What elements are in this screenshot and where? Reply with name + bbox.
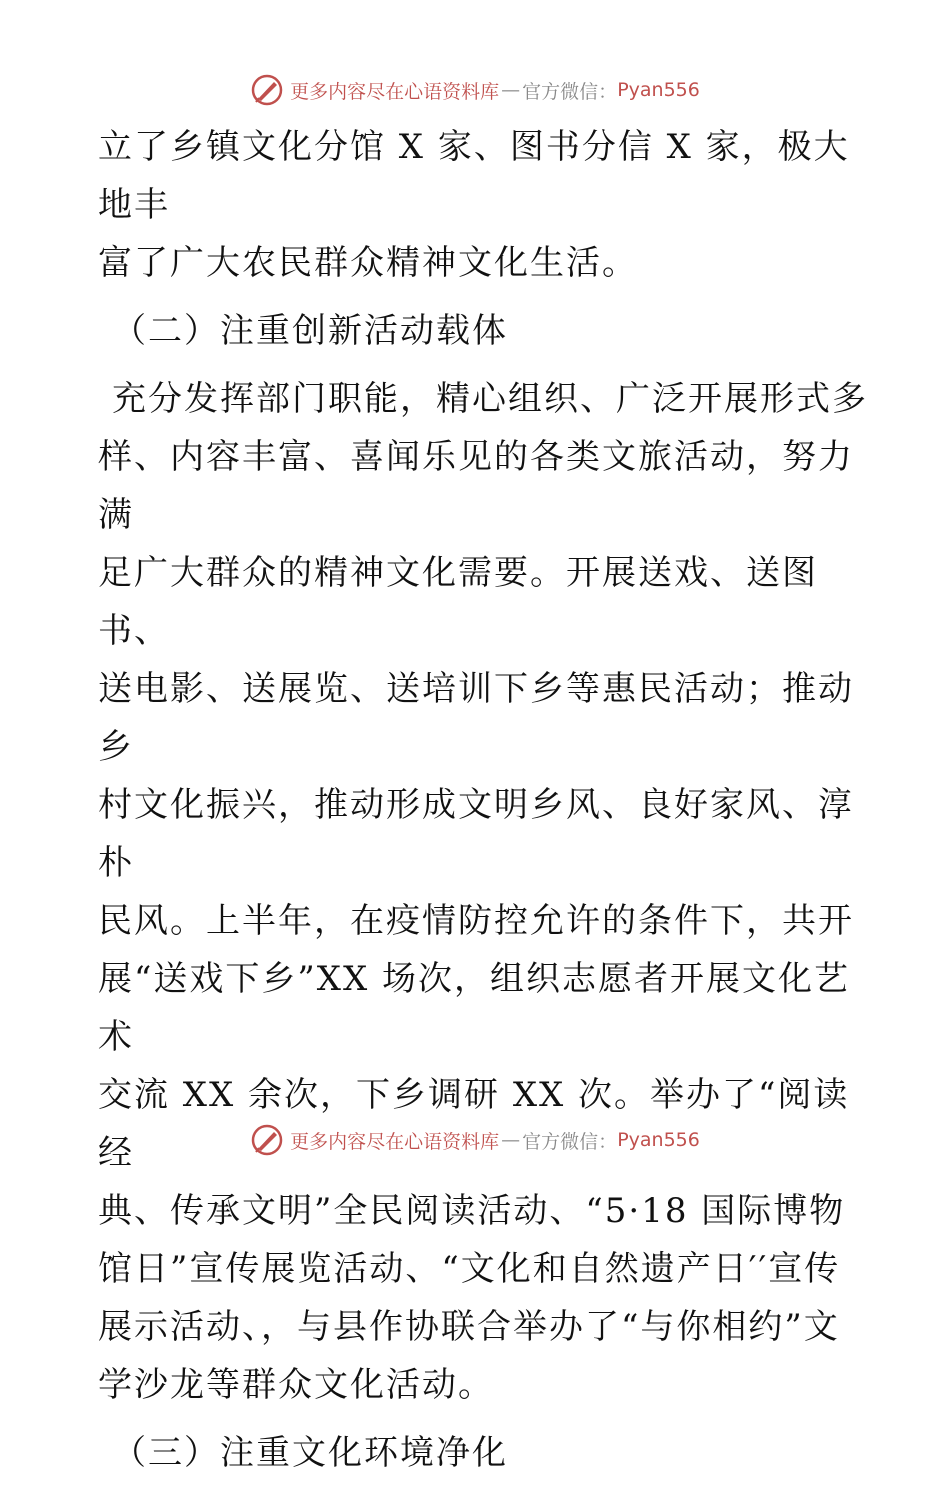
watermark-separator: — [501, 79, 521, 101]
watermark-footer [0, 1120, 950, 1160]
watermark-text-c: Pyan556 [617, 1129, 700, 1151]
paragraph-line: 学沙龙等群众文化活动。 [98, 1365, 494, 1405]
section-heading-3: （三）注重文化环境净化 [112, 1433, 508, 1473]
watermark-text-a: 更多内容尽在心语资料库 [290, 1130, 500, 1153]
paragraph-line: 样、内容丰富、喜闻乐见的各类文旅活动，努力满 [98, 437, 854, 535]
paragraph-line: 民风。上半年，在疫情防控允许的条件下，共开 [98, 901, 854, 941]
paragraph-line: 展示活动、，与县作协联合举办了“与你相约”文 [98, 1307, 840, 1347]
watermark-text-c: Pyan556 [617, 79, 700, 101]
paragraph-line: 足广大群众的精神文化需要。开展送戏、送图书、 [98, 553, 818, 651]
paragraph-line: 富了广大农民群众精神文化生活。 [98, 243, 638, 283]
paragraph-line: 展“送戏下乡”XX 场次，组织志愿者开展文化艺术 [98, 959, 850, 1057]
paragraph-line: 村文化振兴，推动形成文明乡风、良好家风、淳朴 [98, 785, 854, 883]
quill-logo-icon [250, 1123, 284, 1157]
watermark-separator: — [501, 1129, 521, 1151]
quill-logo-icon [250, 73, 284, 107]
watermark-header [0, 70, 950, 110]
section-heading-2: （二）注重创新活动载体 [112, 311, 508, 351]
paragraph-line: 充分发挥部门职能，精心组织、广泛开展形式多 [112, 379, 868, 419]
paragraph-line: 典、传承文明”全民阅读活动、“5·18 国际博物 [98, 1191, 846, 1231]
paragraph-line: 送电影、送展览、送培训下乡等惠民活动；推动乡 [98, 669, 854, 767]
watermark-text-b: 官方微信： [522, 80, 618, 103]
document-body [98, 118, 878, 1492]
watermark-text-a: 更多内容尽在心语资料库 [290, 80, 500, 103]
watermark-text-b: 官方微信： [522, 1130, 618, 1153]
paragraph-line: 交流 XX 余次，下乡调研 XX 次。举办了“阅读经 [98, 1075, 850, 1173]
paragraph-line: 立了乡镇文化分馆 X 家、图书分信 X 家，极大地丰 [98, 127, 850, 225]
paragraph-line: 馆日”宣传展览活动、“文化和自然遗产日′′宣传 [98, 1249, 841, 1289]
